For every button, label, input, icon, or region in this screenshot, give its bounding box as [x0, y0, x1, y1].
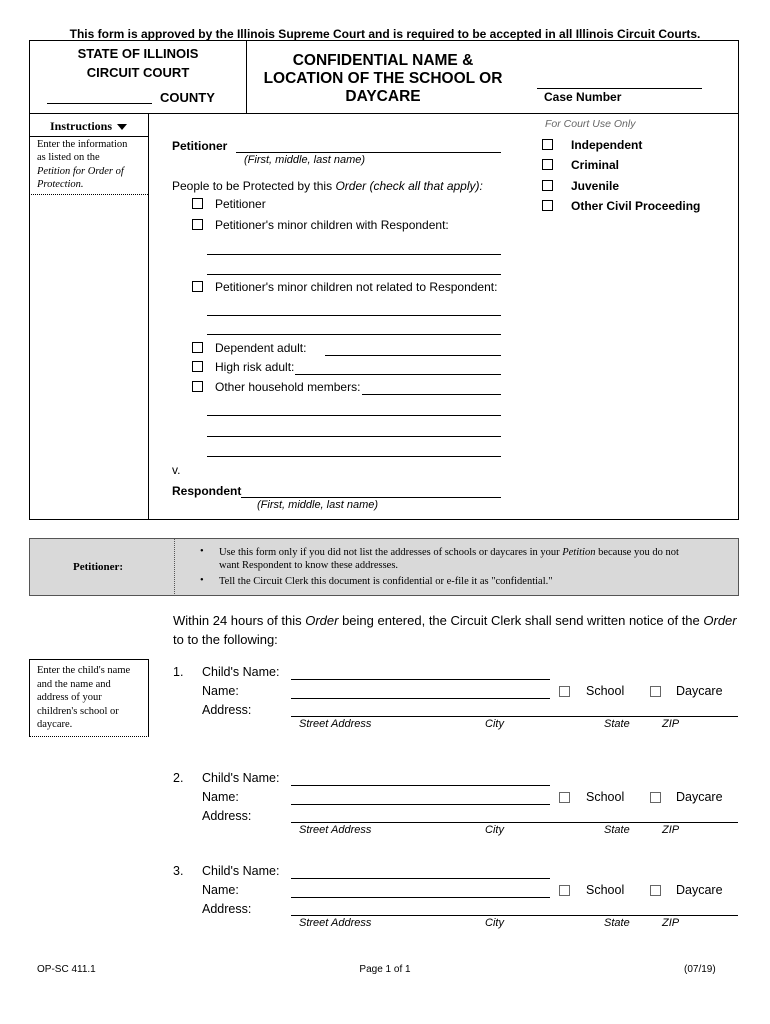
protected-intro-order: Order — [335, 179, 367, 193]
child-3-zip-hint: ZIP — [662, 917, 680, 929]
child-3-address-label: Address: — [202, 902, 252, 916]
child-2-name-input[interactable] — [291, 785, 550, 786]
bullet1-petition: Petition — [562, 547, 596, 558]
versus-label: v. — [172, 463, 181, 477]
instructions-heading-text: Instructions — [50, 119, 113, 133]
criminal-label: Criminal — [571, 158, 620, 172]
respondent-name-hint: (First, middle, last name) — [257, 499, 379, 511]
instructions-text-4: Protection. — [37, 179, 84, 190]
instructions-divider — [29, 136, 148, 137]
bullet1-text-a: Use this form only if you did not list the addresses of schools or daycares in your — [219, 547, 563, 558]
child-instr-2: and the name and — [37, 679, 111, 690]
child-1-school-label: School — [586, 684, 625, 698]
child-1-name-input[interactable] — [291, 679, 550, 680]
court-label: CIRCUIT COURT — [86, 65, 190, 80]
protected-intro-prefix: People to be Protected by this — [172, 179, 336, 193]
top-notice: This form is approved by the Illinois Supreme Court and is required to be accepted in all Illinois Circuit Courts. — [69, 27, 701, 41]
minor-with-respondent-label: Petitioner's minor children with Respondent: — [215, 218, 449, 232]
court-use-label: For Court Use Only — [545, 118, 636, 130]
petitioner-notice-divider — [174, 538, 175, 596]
instructions-text-3: Petition for Order of — [37, 166, 124, 177]
respondent-label: Respondent — [172, 484, 242, 498]
case-number-input-line[interactable] — [537, 88, 702, 89]
minor-with-respondent-checkbox[interactable] — [192, 219, 203, 230]
child-instr-1: Enter the child's name — [37, 665, 131, 676]
child-1-zip-hint: ZIP — [662, 718, 680, 730]
child-1-address-input[interactable] — [291, 716, 738, 717]
protected-intro — [172, 179, 483, 193]
child-2-state-hint: State — [604, 824, 630, 836]
caret-down-icon — [117, 124, 127, 130]
state-label: STATE OF ILLINOIS — [77, 46, 199, 61]
household-line-1[interactable] — [207, 415, 501, 416]
child-3-state-hint: State — [604, 917, 630, 929]
page-number: Page 1 of 1 — [359, 964, 411, 975]
juvenile-checkbox[interactable] — [542, 180, 553, 191]
child-3-school-label: School — [586, 883, 625, 897]
child-3-number: 3. — [173, 864, 184, 878]
independent-checkbox[interactable] — [542, 139, 553, 150]
child-3-street-hint: Street Address — [299, 917, 372, 929]
petitioner-protected-label: Petitioner — [215, 197, 266, 211]
bullet1-text-b: because you do not — [595, 547, 679, 558]
form-title-line2: LOCATION OF THE SCHOOL OR — [263, 70, 503, 87]
form-title-line1: CONFIDENTIAL NAME & — [292, 52, 474, 69]
petitioner-bullet-2: Tell the Circuit Clerk this document is confidential or e-file it as "confidential." — [219, 576, 553, 587]
form-title-line3: DAYCARE — [345, 88, 421, 105]
county-label: COUNTY — [160, 90, 215, 105]
child-2-daycare-checkbox[interactable] — [650, 792, 661, 803]
child-1-childs-name-label: Child's Name: — [202, 665, 280, 679]
high-risk-adult-input[interactable] — [295, 374, 501, 375]
instructions-bottom-dotted — [29, 194, 148, 195]
child-1-address-label: Address: — [202, 703, 252, 717]
child-1-daycare-label: Daycare — [676, 684, 723, 698]
high-risk-adult-label: High risk adult: — [215, 360, 295, 374]
bullet-icon: • — [200, 575, 204, 586]
child-3-address-input[interactable] — [291, 915, 738, 916]
child-3-facility-name-input[interactable] — [291, 897, 550, 898]
petitioner-name-input[interactable] — [236, 152, 501, 153]
protected-intro-suffix: (check all that apply): — [366, 179, 483, 193]
child-2-zip-hint: ZIP — [662, 824, 680, 836]
minor-not-related-label: Petitioner's minor children not related to Respondent: — [215, 280, 498, 294]
county-input-line[interactable] — [47, 103, 152, 104]
instructions-heading[interactable] — [50, 119, 127, 134]
instructions-text-1: Enter the information — [37, 139, 128, 150]
dependent-adult-label: Dependent adult: — [215, 341, 307, 355]
respondent-name-input[interactable] — [241, 497, 501, 498]
minor-not-line-2[interactable] — [207, 334, 501, 335]
dependent-adult-checkbox[interactable] — [192, 342, 203, 353]
section-col-divider — [148, 113, 149, 520]
child-1-state-hint: State — [604, 718, 630, 730]
notice-order-2: Order — [703, 613, 737, 628]
child-2-number: 2. — [173, 771, 184, 785]
minor-not-line-1[interactable] — [207, 315, 501, 316]
child-instr-4: children's school or — [37, 706, 119, 717]
bullet-icon: • — [200, 546, 204, 557]
child-3-name-label: Name: — [202, 883, 239, 897]
minor-with-line-2[interactable] — [207, 274, 501, 275]
child-2-city-hint: City — [485, 824, 504, 836]
child-3-childs-name-label: Child's Name: — [202, 864, 280, 878]
child-2-school-label: School — [586, 790, 625, 804]
child-1-number: 1. — [173, 665, 184, 679]
child-3-daycare-checkbox[interactable] — [650, 885, 661, 896]
petitioner-notice-label: Petitioner: — [73, 561, 124, 573]
section-left-border — [29, 113, 30, 520]
child-2-name-label: Name: — [202, 790, 239, 804]
child-1-street-hint: Street Address — [299, 718, 372, 730]
child-1-school-checkbox[interactable] — [559, 686, 570, 697]
form-id: OP-SC 411.1 — [37, 964, 96, 975]
petitioner-bullet-1 — [219, 547, 679, 558]
child-3-school-checkbox[interactable] — [559, 885, 570, 896]
household-members-input[interactable] — [362, 394, 501, 395]
independent-label: Independent — [571, 138, 643, 152]
child-2-facility-name-input[interactable] — [291, 804, 550, 805]
child-3-city-hint: City — [485, 917, 504, 929]
petitioner-label: Petitioner — [172, 139, 228, 153]
child-instr-3: address of your — [37, 692, 102, 703]
household-members-checkbox[interactable] — [192, 381, 203, 392]
child-instr-5: daycare. — [37, 719, 73, 730]
other-civil-checkbox[interactable] — [542, 200, 553, 211]
child-2-childs-name-label: Child's Name: — [202, 771, 280, 785]
petitioner-protected-checkbox[interactable] — [192, 198, 203, 209]
household-members-label: Other household members: — [215, 380, 361, 394]
minor-not-related-checkbox[interactable] — [192, 281, 203, 292]
child-2-street-hint: Street Address — [299, 824, 372, 836]
dependent-adult-input[interactable] — [325, 355, 501, 356]
notice-text-b: being entered, the Circuit Clerk shall send written notice of the — [338, 613, 704, 628]
child-1-city-hint: City — [485, 718, 504, 730]
household-line-2[interactable] — [207, 436, 501, 437]
petitioner-name-hint: (First, middle, last name) — [244, 154, 366, 166]
minor-with-line-1[interactable] — [207, 254, 501, 255]
section-right-border — [738, 113, 739, 520]
notice-order-1: Order — [305, 613, 339, 628]
case-number-label: Case Number — [544, 90, 622, 104]
child-2-address-input[interactable] — [291, 822, 738, 823]
child-1-facility-name-input[interactable] — [291, 698, 550, 699]
child-1-name-label: Name: — [202, 684, 239, 698]
notice-line-2: to to the following: — [173, 632, 278, 647]
high-risk-adult-checkbox[interactable] — [192, 361, 203, 372]
criminal-checkbox[interactable] — [542, 159, 553, 170]
child-3-daycare-label: Daycare — [676, 883, 723, 897]
form-date: (07/19) — [684, 964, 716, 975]
header-divider — [29, 113, 739, 114]
child-3-name-input[interactable] — [291, 878, 550, 879]
other-civil-label: Other Civil Proceeding — [571, 199, 701, 213]
child-2-school-checkbox[interactable] — [559, 792, 570, 803]
juvenile-label: Juvenile — [571, 179, 620, 193]
child-1-daycare-checkbox[interactable] — [650, 686, 661, 697]
petitioner-bullet-1-line2: want Respondent to know these addresses. — [219, 560, 399, 571]
notice-line-1 — [173, 613, 737, 628]
household-line-3[interactable] — [207, 456, 501, 457]
instructions-text-2: as listed on the — [37, 152, 100, 163]
notice-text-a: Within 24 hours of this — [173, 613, 306, 628]
child-2-address-label: Address: — [202, 809, 252, 823]
child-2-daycare-label: Daycare — [676, 790, 723, 804]
section-bottom-border — [29, 519, 739, 520]
